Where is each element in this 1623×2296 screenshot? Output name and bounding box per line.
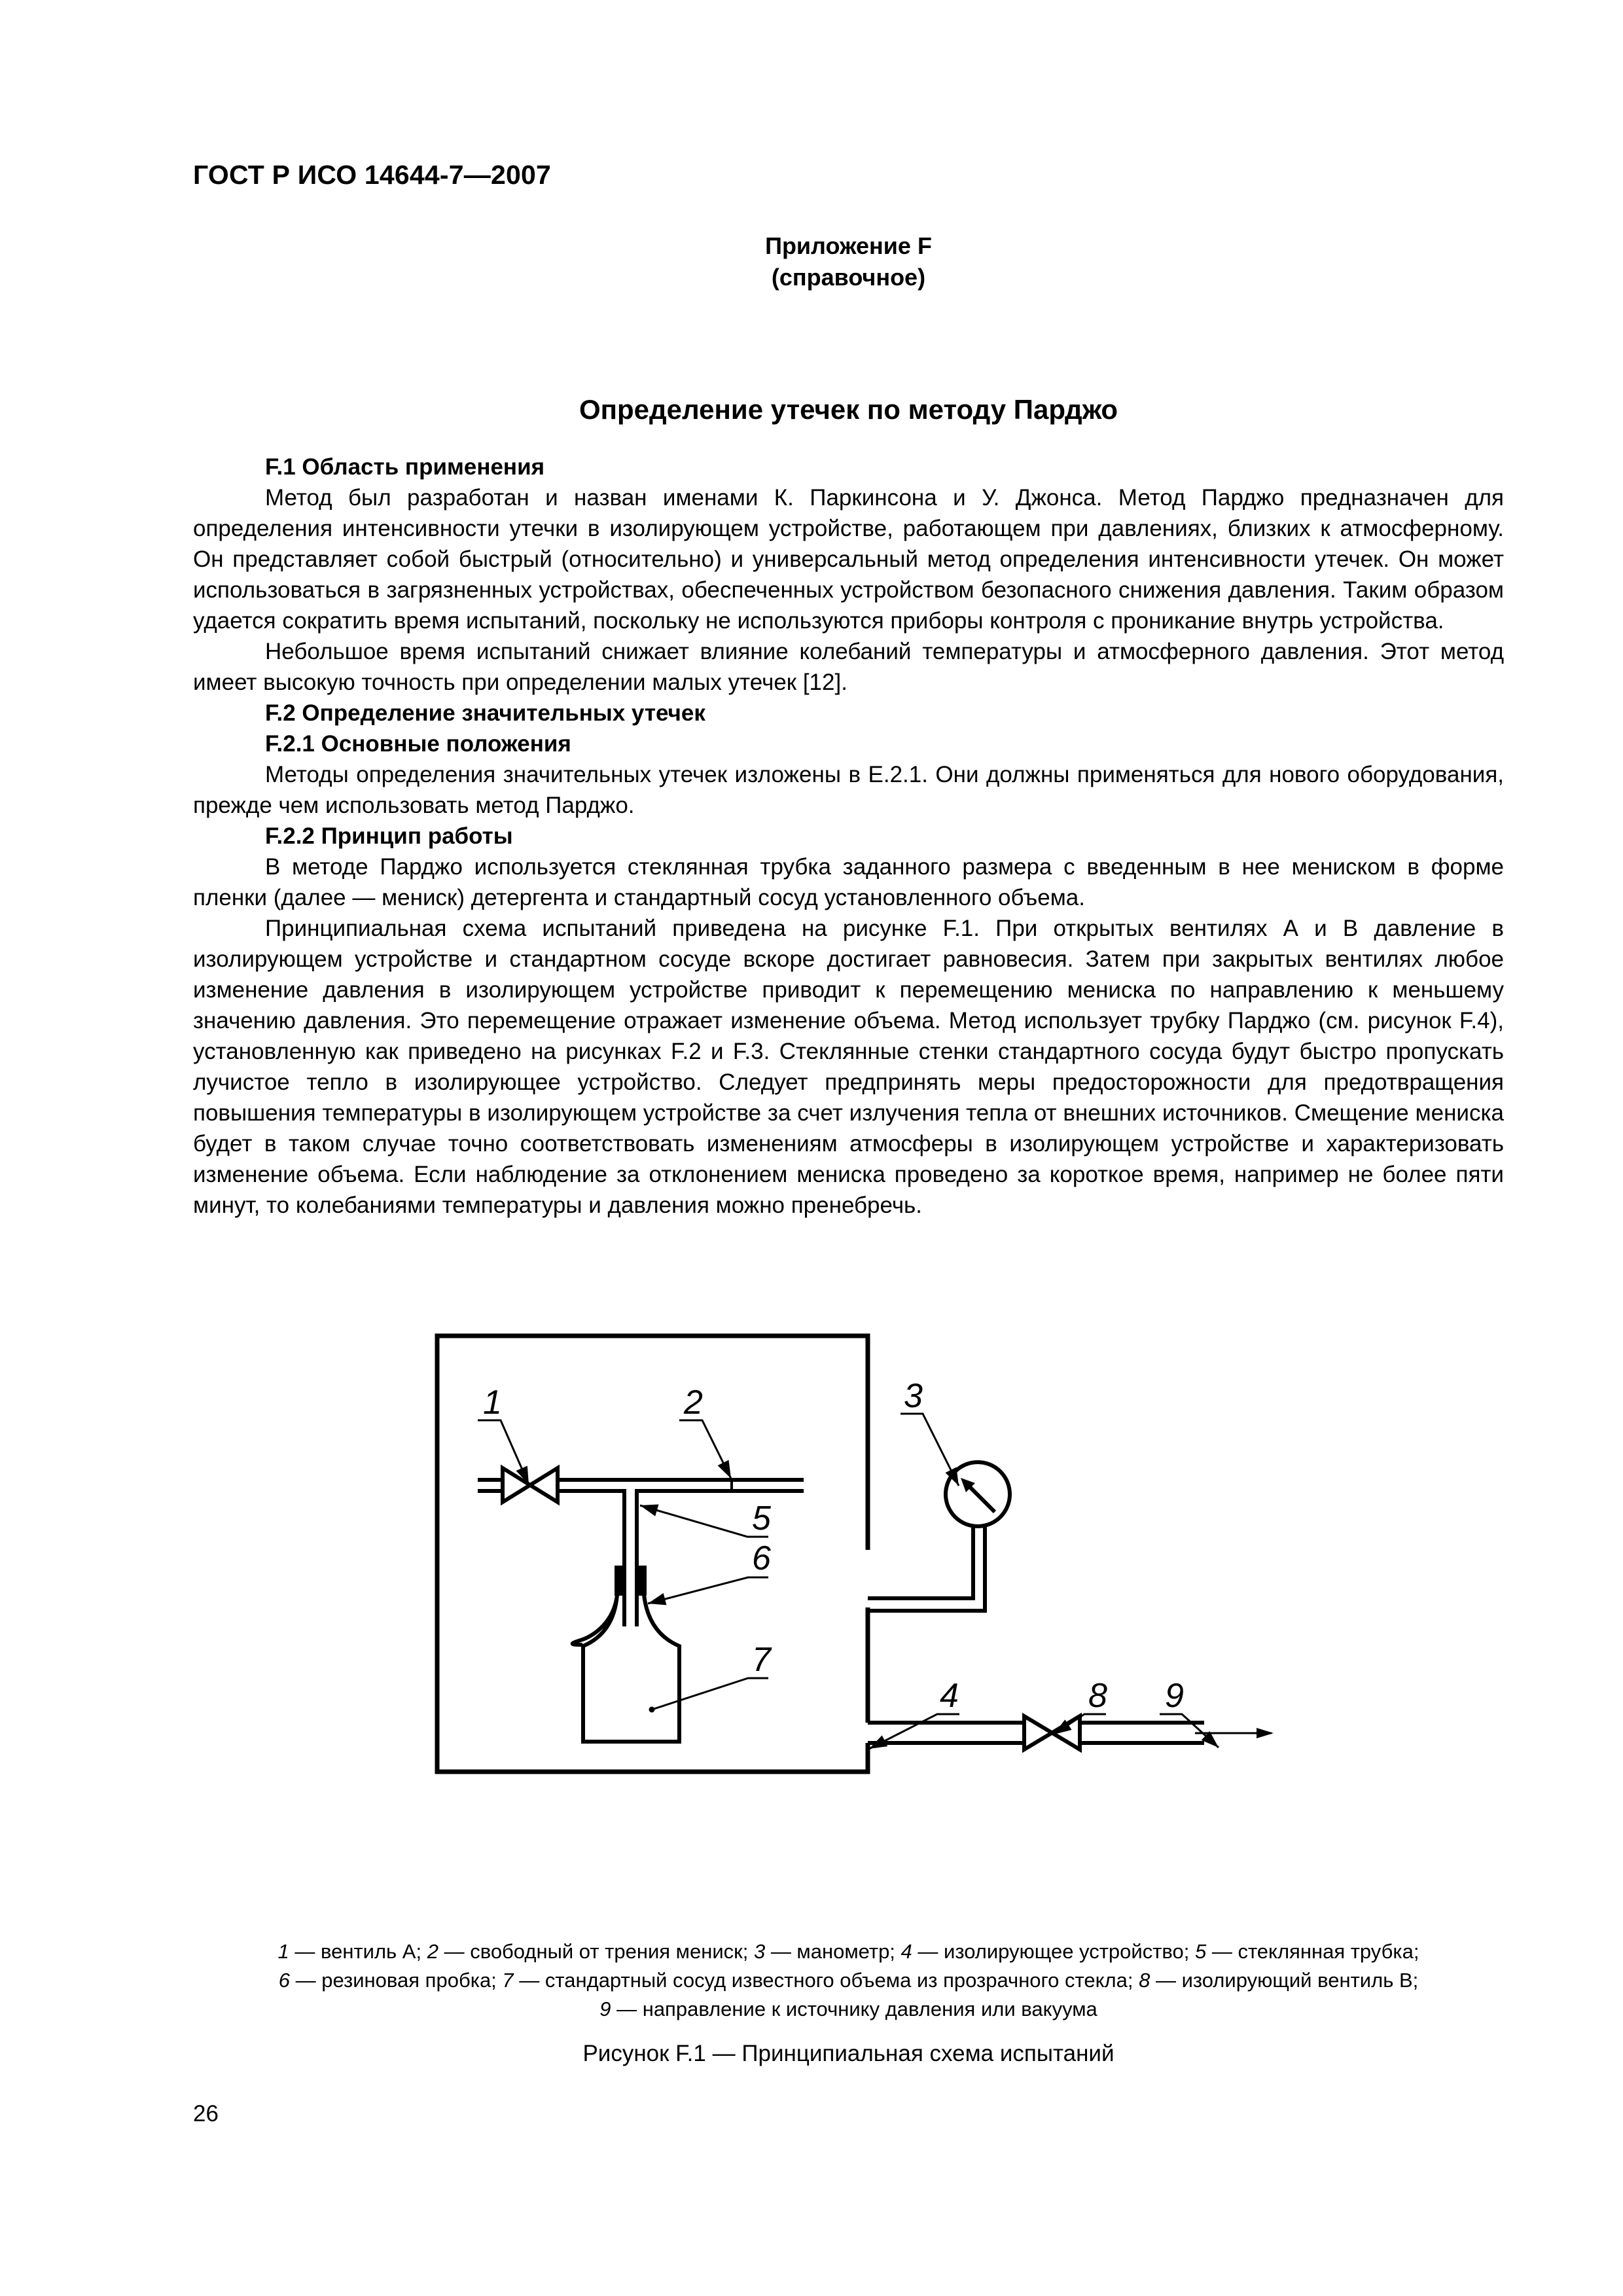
- legend-text: — стандартный сосуд известного объема из прозрачного стекла;: [513, 1969, 1139, 1992]
- figure-legend: [193, 1937, 1504, 2024]
- section-heading-f1: F.1 Область применения: [265, 454, 545, 480]
- callout-leaders: [478, 1414, 1219, 1749]
- pressure-gauge-icon: [868, 1462, 1010, 1611]
- annex-type: (справочное): [771, 264, 926, 291]
- figure-caption: Рисунок F.1 — Принципиальная схема испытаний: [582, 2041, 1115, 2066]
- legend-num: 6: [278, 1969, 290, 1992]
- legend-text: — стеклянная трубка;: [1206, 1940, 1419, 1963]
- callout-2: 2: [684, 1384, 703, 1422]
- legend-line: [193, 1937, 1504, 1966]
- legend-line: [193, 1966, 1504, 1995]
- legend-num: 1: [277, 1940, 289, 1963]
- legend-text: — изолирующий вентиль В;: [1150, 1969, 1419, 1992]
- callout-8: 8: [1088, 1677, 1107, 1715]
- page-title: Определение утечек по методу Парджо: [579, 394, 1118, 425]
- callout-4: 4: [940, 1677, 959, 1715]
- callout-labels: [483, 1377, 1184, 1715]
- paragraph: В методе Парджо используется стеклянная трубка заданного размера с введенным в нее мениском в форме пленки (далее — мениск) детергента и стандартный сосуд установленного объема.: [193, 854, 1504, 910]
- callout-5: 5: [752, 1499, 771, 1537]
- legend-num: 4: [901, 1940, 912, 1963]
- section-heading-f2: F.2 Определение значительных утечек: [265, 700, 705, 726]
- paragraph: Небольшое время испытаний снижает влияние колебаний температуры и атмосферного давления. Этот метод имеет высокую точность при определении малых утечек [12].: [193, 639, 1504, 695]
- section-heading-f2-2: F.2.2 Принцип работы: [265, 823, 513, 849]
- legend-text: — направление к источнику давления или вакуума: [611, 1998, 1097, 2020]
- paragraph: Методы определения значительных утечек изложены в E.2.1. Они должны применяться для нового оборудования, прежде чем использовать метод Парджо.: [193, 762, 1504, 818]
- callout-1: 1: [483, 1384, 502, 1422]
- legend-num: 5: [1194, 1940, 1207, 1963]
- paragraph: Метод был разработан и назван именами К. Паркинсона и У. Джонса. Метод Парджо предназначен для определения интенсивности утечки в изолирующем устройстве, работающем при давлениях, близких к атмосферному. Он представляет собой быстрый (относительно) и универсальный метод определения интенсивности утечек. Он может использоваться в загрязненных устройствах, обеспеченных устройством безопасного снижения давления. Таким образом удается сократить время испытаний, поскольку не используются приборы контроля с проникание внутрь устройства.: [193, 485, 1504, 634]
- callout-9: 9: [1165, 1677, 1184, 1715]
- legend-text: — резиновая пробка;: [290, 1969, 503, 1992]
- valve-a-icon: [478, 1468, 558, 1502]
- callout-3: 3: [904, 1377, 923, 1415]
- page-number: 26: [193, 2101, 219, 2126]
- legend-num: 3: [753, 1940, 766, 1963]
- legend-num: 9: [599, 1998, 611, 2020]
- legend-num: 8: [1139, 1969, 1150, 1992]
- legend-text: — изолирующее устройство;: [912, 1940, 1195, 1963]
- legend-num: 7: [502, 1969, 514, 1992]
- annex-label: Приложение F: [765, 232, 932, 259]
- legend-text: — вентиль А;: [289, 1940, 427, 1963]
- legend-text: — свободный от трения мениск;: [438, 1940, 754, 1963]
- callout-7: 7: [752, 1641, 771, 1679]
- paragraph: Принципиальная схема испытаний приведена на рисунке F.1. При открытых вентилях А и В давление в изолирующем устройстве и стандартном сосуде вскоре достигает равновесия. Затем при закрытых вентилях любое изменение давления в изолирующем устройстве приводит к перемещению мениска по направлению к меньшему значению давления. Это перемещение отражает изменение объема. Метод использует трубку Парджо (см. рисунок F.4), установленную как приведено на рисунках F.2 и F.3. Стеклянные стенки стандартного сосуда будут быстро пропускать лучистое тепло в изолирующее устройство. Следует предпринять меры предосторожности для предотвращения повышения температуры в изолирующем устройстве за счет излучения тепла от внешних источников. Смещение мениска будет в таком случае точно соответствовать изменениям атмосферы в изолирующем устройстве и характеризовать изменение объема. Если наблюдение за отклонением мениска проведено за короткое время, например не более пяти минут, то колебаниями температуры и давления можно пренебречь.: [193, 916, 1504, 1218]
- rubber-stopper: [615, 1566, 647, 1596]
- legend-num: 2: [427, 1940, 438, 1963]
- legend-text: — манометр;: [765, 1940, 901, 1963]
- section-heading-f2-1: F.2.1 Основные положения: [265, 731, 571, 757]
- callout-6: 6: [752, 1539, 771, 1577]
- valve-b-icon: [868, 1716, 1204, 1749]
- legend-line: [193, 1995, 1504, 2024]
- document-code: ГОСТ Р ИСО 14644-7—2007: [193, 160, 551, 190]
